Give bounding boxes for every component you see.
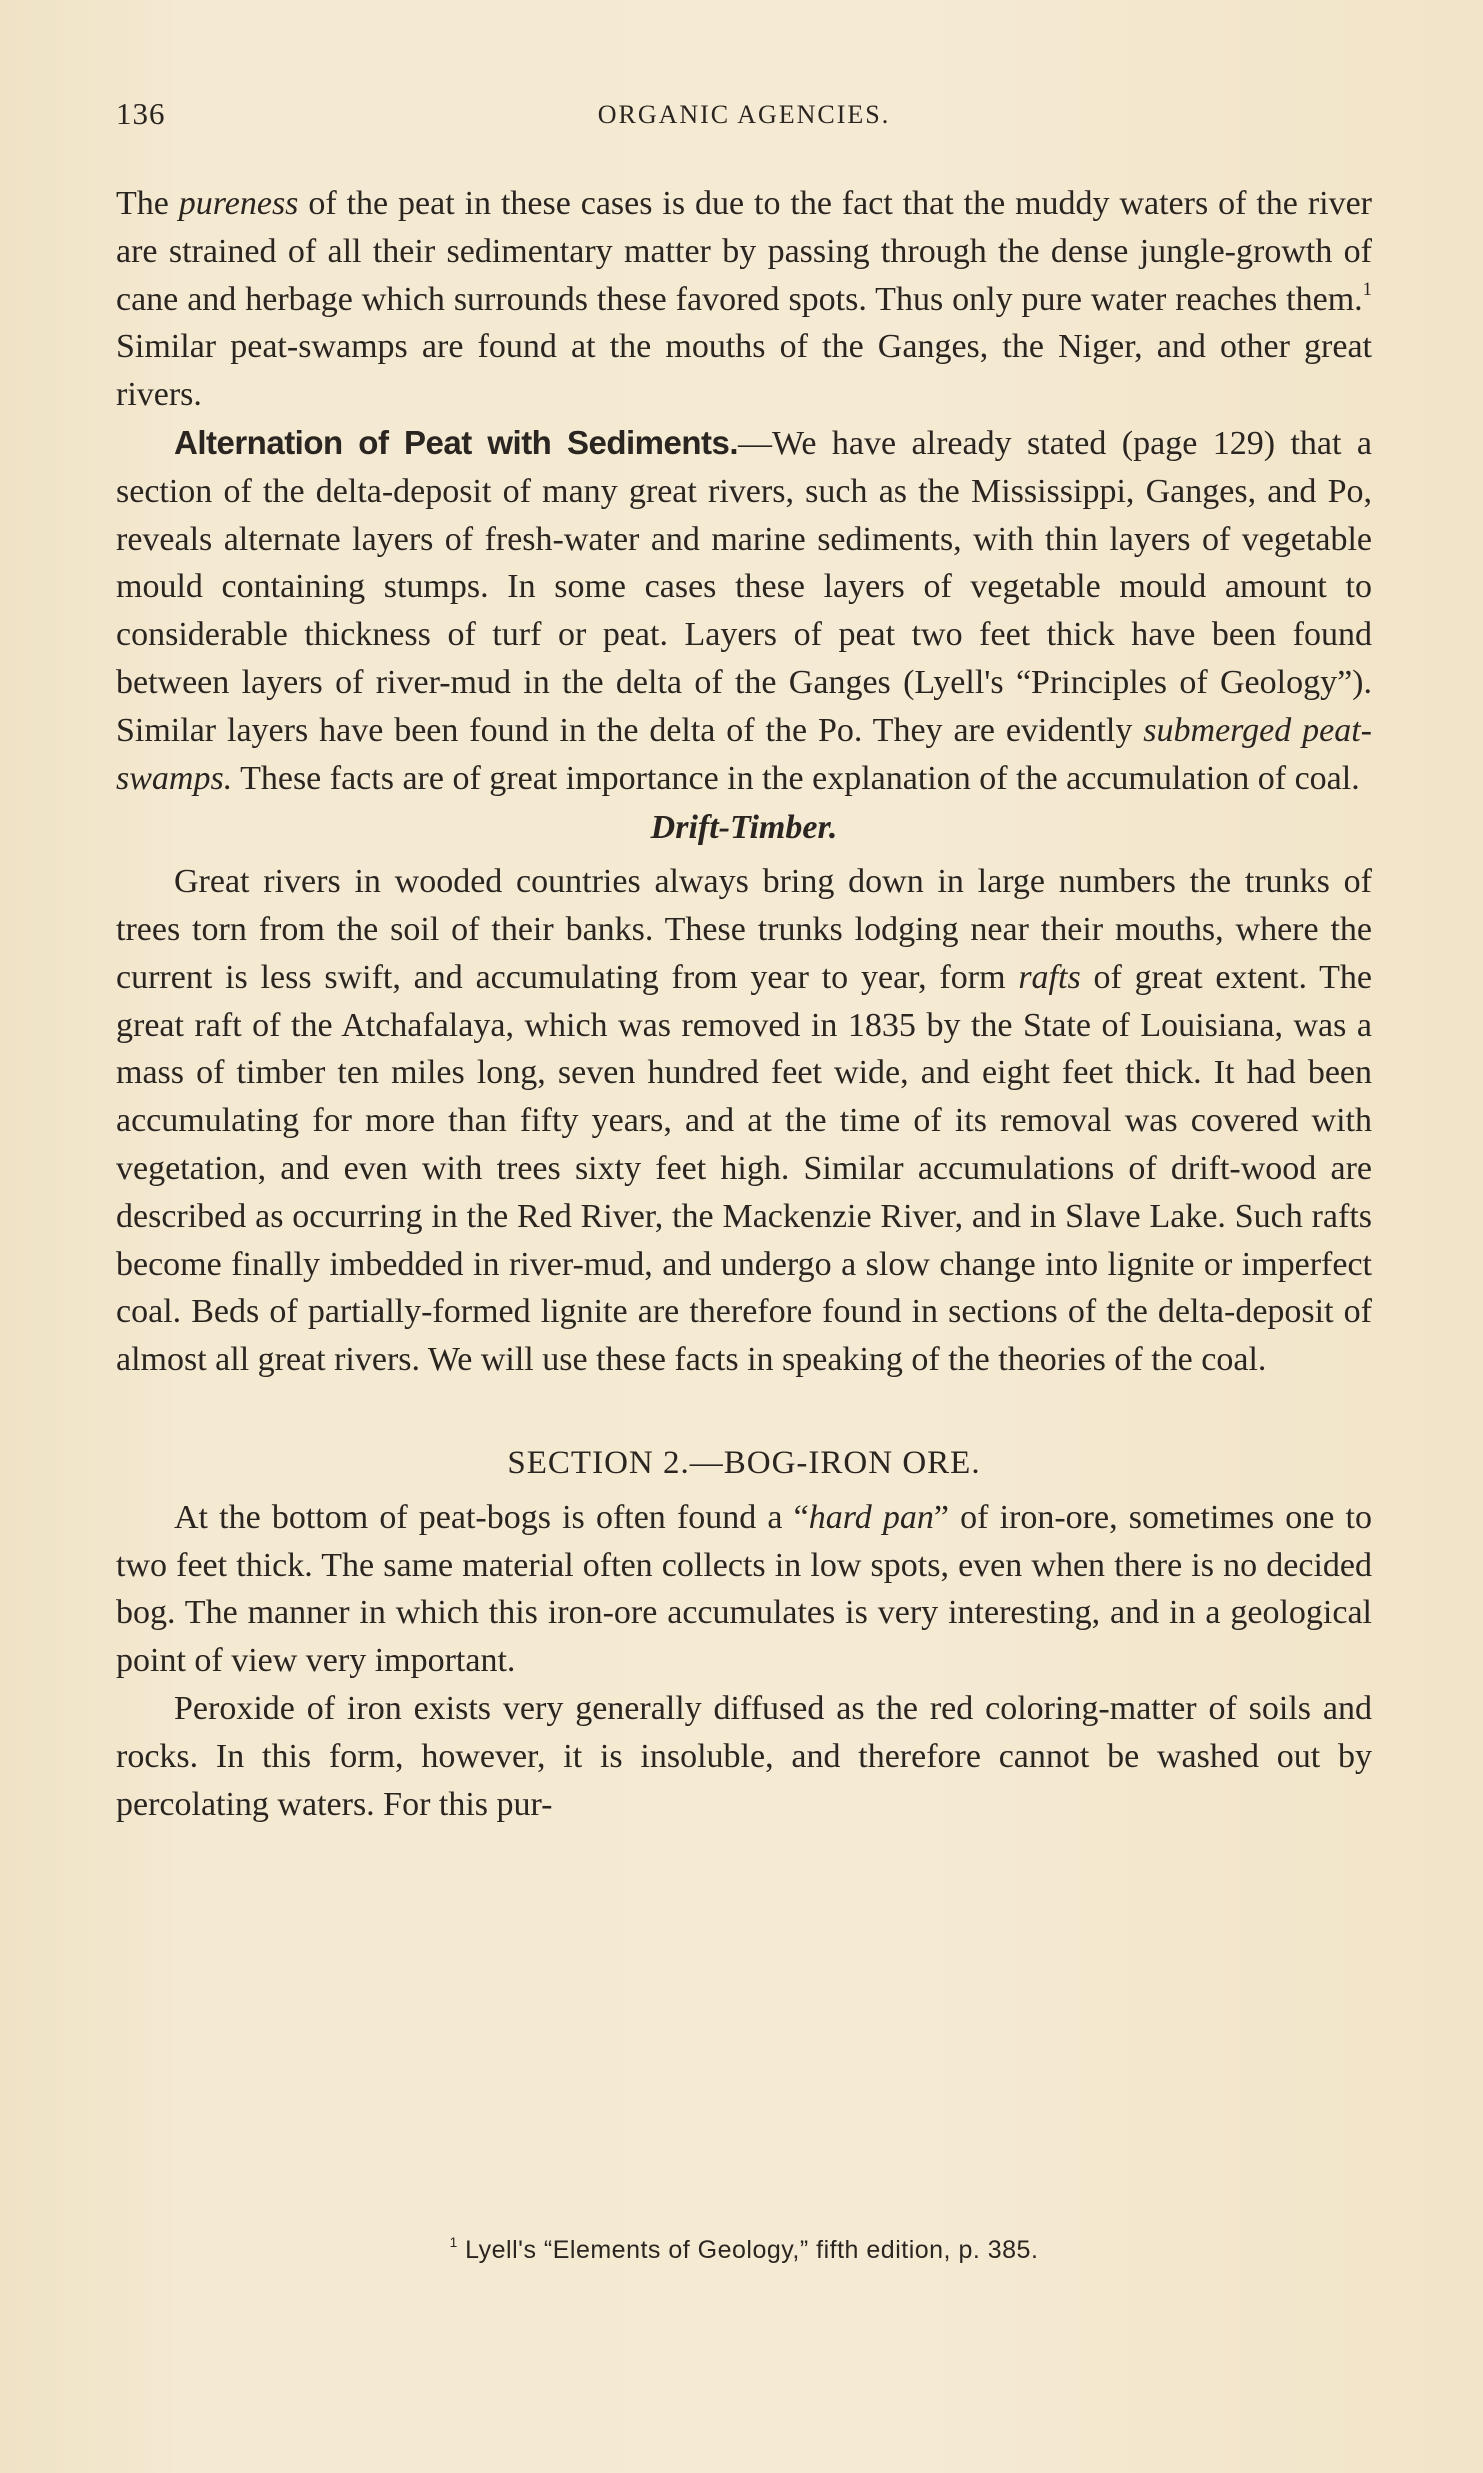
- text: At the bottom of peat-bogs is often found a “: [174, 1498, 809, 1536]
- page-body: [116, 180, 1372, 1828]
- text: The: [116, 185, 179, 222]
- emphasis: pureness: [178, 185, 299, 222]
- paragraph-bog-iron: [116, 1494, 1372, 1685]
- text: Great rivers in wooded countries always bring down in large numbers the trunks of trees torn from the soil of their banks. These trunks lodging near their mouths, where the current is less swift, and accumulating from year to year, form: [116, 863, 1372, 996]
- text: ” of iron-ore, sometimes one to two feet thick. The same material often collects in low spots, even when there is no decided bog. The manner in which this iron-ore accumulates is very interesting, and in a geological point of view very important.: [116, 1498, 1372, 1680]
- text: Similar peat-swamps are found at the mouths of the Ganges, the Niger, and other great rivers.: [116, 328, 1372, 414]
- text: of the peat in these cases is due to the fact that the muddy waters of the river are strained of all their sedimentary matter by passing through the dense jungle-growth of cane and herbage which surrounds these favored spots. Thus only pure water reaches them.: [116, 185, 1373, 318]
- page-number: 136: [116, 96, 166, 131]
- paragraph-peroxide: Peroxide of iron exists very generally diffused as the red coloring-matter of soils and rocks. In this form, however, it is insoluble, and therefore cannot be washed out by percolating waters. For this pur-: [116, 1689, 1372, 1823]
- footnote-marker: 1: [449, 2235, 458, 2250]
- text: of great extent. The great raft of the Atchafalaya, which was removed in 1835 by the State of Louisiana, was a mass of timber ten miles long, seven hundred feet wide, and eight feet thick. It had been accumulating for more than fifty years, and at the time of its removal was covered with vegetation, and even with trees sixty feet high. Similar accumulations of drift-wood are described as occurring in the Red River, the Mackenzie River, and in Slave Lake. Such rafts become finally imbedded in river-mud, and undergo a slow change into lignite or imperfect coal. Beds of partially-formed lignite are therefore found in sections of the delta-deposit of almost all great rivers. We will use these facts in speaking of the theories of the coal.: [116, 958, 1373, 1379]
- emphasis: submerged peat-swamps.: [116, 711, 1373, 797]
- footnote-reference: 1: [1362, 278, 1372, 300]
- footnote-text: Lyell's “Elements of Geology,” fifth edition, p. 385.: [457, 2236, 1039, 2264]
- text: —We have already stated (page 129) that a section of the delta-deposit of many great rivers, such as the Mississippi, Ganges, and Po, reveals alternate layers of fresh-water and marine sediments, with thin layers of vegetable mould containing stumps. In some cases these layers of vegetable mould amount to considerable thickness of turf or peat. Layers of peat two feet thick have been found between layers of river-mud in the delta of the Ganges (Lyell's “Principles of Geology”). Similar layers have been found in the delta of the Po. They are evidently: [116, 424, 1373, 749]
- paragraph-alternation: [116, 419, 1372, 802]
- emphasis: hard pan: [808, 1498, 934, 1536]
- subheading-drift-timber: Drift-Timber.: [650, 809, 838, 847]
- page-header: [116, 96, 1372, 136]
- paragraph-pureness: [116, 180, 1372, 419]
- paragraph-drift-timber: [116, 858, 1372, 1384]
- emphasis: rafts: [1018, 958, 1081, 996]
- footnote: [116, 2236, 1372, 2265]
- running-title: ORGANIC AGENCIES.: [597, 100, 891, 129]
- section-heading: SECTION 2.—BOG-IRON ORE.: [507, 1444, 981, 1481]
- text: These facts are of great importance in the explanation of the accumulation of coal.: [232, 759, 1360, 797]
- side-heading: Alternation of Peat with Sediments.: [174, 423, 739, 461]
